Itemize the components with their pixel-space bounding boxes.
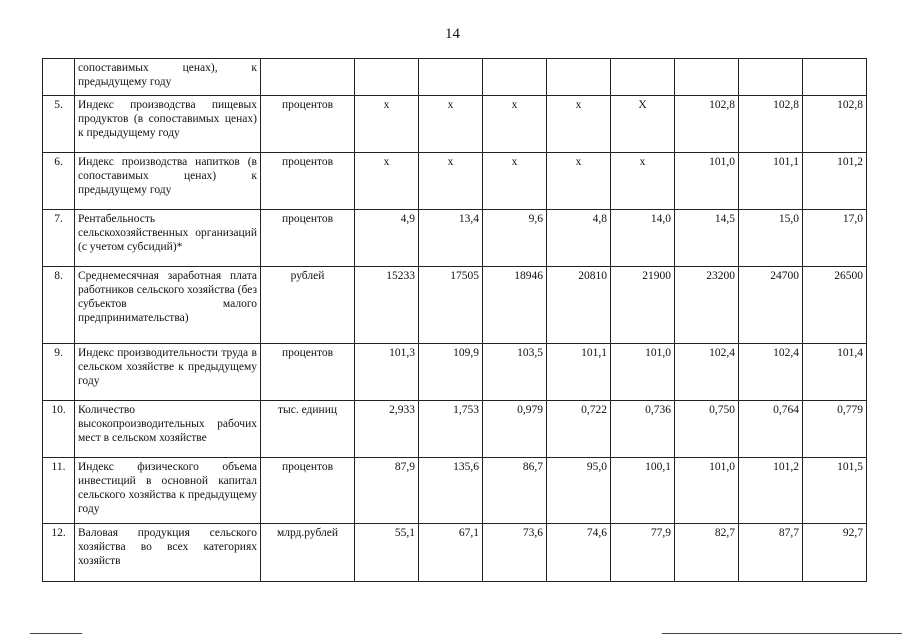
table-row — [43, 96, 867, 153]
value-cell — [547, 59, 611, 96]
value-cell — [419, 59, 483, 96]
value-cell: 102,4 — [739, 344, 803, 401]
value-cell: 102,8 — [675, 96, 739, 153]
unit-cell: рублей — [261, 267, 355, 344]
value-cell: 0,779 — [803, 401, 867, 458]
value-cell: 95,0 — [547, 458, 611, 524]
unit-cell — [261, 59, 355, 96]
unit-cell: процентов — [261, 210, 355, 267]
table-row — [43, 524, 867, 582]
value-cell: х — [547, 153, 611, 210]
value-cell — [803, 59, 867, 96]
table-row — [43, 401, 867, 458]
value-cell: 0,736 — [611, 401, 675, 458]
table-row — [43, 458, 867, 524]
table-row — [43, 153, 867, 210]
value-cell: 101,0 — [611, 344, 675, 401]
value-cell: 18946 — [483, 267, 547, 344]
value-cell: х — [355, 153, 419, 210]
value-cell — [355, 59, 419, 96]
value-cell — [739, 59, 803, 96]
value-cell: 0,979 — [483, 401, 547, 458]
value-cell: 9,6 — [483, 210, 547, 267]
row-number: 6. — [43, 153, 75, 210]
row-number: 10. — [43, 401, 75, 458]
value-cell: 17,0 — [803, 210, 867, 267]
value-cell: 101,5 — [803, 458, 867, 524]
footnote-rule-right — [662, 633, 902, 634]
unit-cell: млрд.рублей — [261, 524, 355, 582]
value-cell: 2,933 — [355, 401, 419, 458]
indicators-table — [42, 58, 867, 582]
value-cell: 87,9 — [355, 458, 419, 524]
value-cell: х — [547, 96, 611, 153]
indicator-name: Индекс производства напитков (в сопоставимых ценах) к предыдущему году — [75, 153, 261, 210]
value-cell: 13,4 — [419, 210, 483, 267]
value-cell: х — [419, 96, 483, 153]
row-number: 11. — [43, 458, 75, 524]
value-cell: 77,9 — [611, 524, 675, 582]
indicator-name: Индекс производительности труда в сельском хозяйстве к предыдущему году — [75, 344, 261, 401]
indicator-name: Валовая продукция сельского хозяйства во всех категориях хозяйств — [75, 524, 261, 582]
value-cell: х — [611, 153, 675, 210]
value-cell: 15,0 — [739, 210, 803, 267]
value-cell: 101,0 — [675, 458, 739, 524]
value-cell: 101,1 — [739, 153, 803, 210]
row-number: 9. — [43, 344, 75, 401]
table-row — [43, 267, 867, 344]
unit-cell: тыс. единиц — [261, 401, 355, 458]
value-cell — [611, 59, 675, 96]
value-cell: х — [483, 153, 547, 210]
value-cell: 101,0 — [675, 153, 739, 210]
row-number — [43, 59, 75, 96]
value-cell — [483, 59, 547, 96]
value-cell: 4,9 — [355, 210, 419, 267]
value-cell: 101,3 — [355, 344, 419, 401]
value-cell: 26500 — [803, 267, 867, 344]
table-row-continuation — [43, 59, 867, 96]
value-cell: 73,6 — [483, 524, 547, 582]
unit-cell: процентов — [261, 344, 355, 401]
value-cell: 0,764 — [739, 401, 803, 458]
indicator-name: Индекс физического объема инвестиций в основной капитал сельского хозяйства к предыдущему году — [75, 458, 261, 524]
unit-cell: процентов — [261, 458, 355, 524]
row-number: 8. — [43, 267, 75, 344]
value-cell: 86,7 — [483, 458, 547, 524]
value-cell: 14,0 — [611, 210, 675, 267]
value-cell: 4,8 — [547, 210, 611, 267]
value-cell: 23200 — [675, 267, 739, 344]
indicator-name: Рентабельность сельскохозяйственных организаций (с учетом субсидий)* — [75, 210, 261, 267]
unit-cell: процентов — [261, 96, 355, 153]
row-number: 7. — [43, 210, 75, 267]
indicator-name: Количество высокопроизводительных рабочих мест в сельском хозяйстве — [75, 401, 261, 458]
value-cell: Х — [611, 96, 675, 153]
value-cell: 82,7 — [675, 524, 739, 582]
value-cell: 92,7 — [803, 524, 867, 582]
indicator-name: Индекс производства пищевых продуктов (в сопоставимых ценах) к предыдущему году — [75, 96, 261, 153]
indicator-name: Среднемесячная заработная плата работников сельского хозяйства (без субъектов малого предпринимательства) — [75, 267, 261, 344]
row-number: 12. — [43, 524, 75, 582]
unit-cell: процентов — [261, 153, 355, 210]
value-cell: 109,9 — [419, 344, 483, 401]
value-cell: 74,6 — [547, 524, 611, 582]
footnote-rule-left — [30, 633, 82, 634]
table-row — [43, 210, 867, 267]
value-cell: 17505 — [419, 267, 483, 344]
value-cell: 101,1 — [547, 344, 611, 401]
value-cell: 103,5 — [483, 344, 547, 401]
value-cell: 21900 — [611, 267, 675, 344]
value-cell: х — [355, 96, 419, 153]
value-cell: 55,1 — [355, 524, 419, 582]
value-cell: 14,5 — [675, 210, 739, 267]
table-row — [43, 344, 867, 401]
value-cell: 102,4 — [675, 344, 739, 401]
value-cell: 101,2 — [803, 153, 867, 210]
value-cell: 135,6 — [419, 458, 483, 524]
value-cell: 1,753 — [419, 401, 483, 458]
indicator-name: сопоставимых ценах), к предыдущему году — [75, 59, 261, 96]
row-number: 5. — [43, 96, 75, 153]
value-cell: 67,1 — [419, 524, 483, 582]
value-cell: 87,7 — [739, 524, 803, 582]
value-cell: х — [483, 96, 547, 153]
value-cell: 15233 — [355, 267, 419, 344]
value-cell: 0,722 — [547, 401, 611, 458]
value-cell: 24700 — [739, 267, 803, 344]
value-cell: 0,750 — [675, 401, 739, 458]
value-cell: 100,1 — [611, 458, 675, 524]
value-cell: 102,8 — [803, 96, 867, 153]
value-cell: х — [419, 153, 483, 210]
value-cell: 101,4 — [803, 344, 867, 401]
value-cell: 101,2 — [739, 458, 803, 524]
value-cell — [675, 59, 739, 96]
value-cell: 20810 — [547, 267, 611, 344]
page-number: 14 — [445, 26, 460, 42]
value-cell: 102,8 — [739, 96, 803, 153]
